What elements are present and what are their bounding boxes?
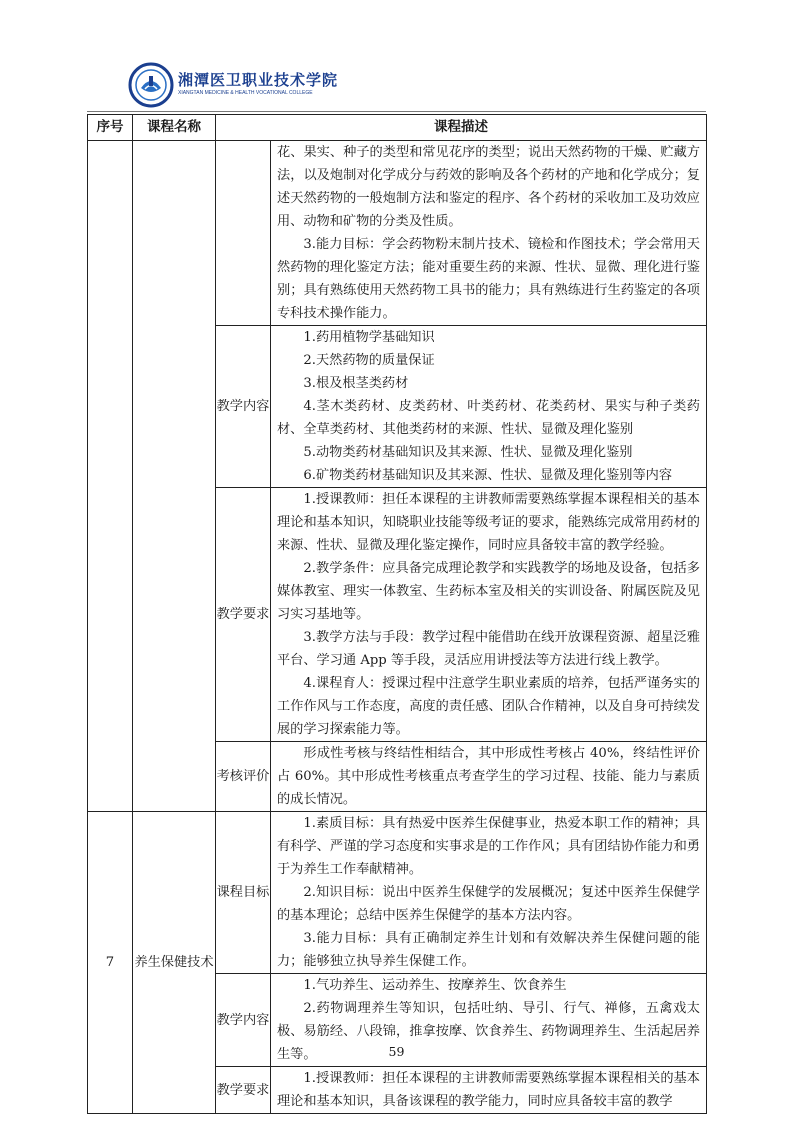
content-item: 4.茎木类药材、皮类药材、叶类药材、花类药材、果实与种子类药材、全草类药材、其他类药材的来源、性状、显微及理化鉴别 [277, 399, 700, 437]
row-label-assessment: 考核评价 [216, 742, 271, 812]
page-number: 59 [388, 1044, 405, 1059]
course-goals-cell [271, 141, 707, 326]
table-header-row [88, 115, 707, 141]
teaching-requirements-cell [271, 488, 707, 742]
col-header-course-name: 课程名称 [133, 115, 216, 141]
table-row [88, 141, 707, 326]
goals-paragraph: 花、果实、种子的类型和常见花序的类型；说出天然药物的干燥、贮藏方法，以及炮制对化学成分与药效的影响及各个药材的产地和化学成分；复述天然药物的一般炮制方法和鉴定的程序、各个药材的采收加工及功效应用、动物和矿物的分类及性质。 [277, 145, 700, 229]
row-label-course-goals: 课程目标 [216, 812, 271, 974]
row-label-teaching-requirements: 教学要求 [216, 488, 271, 742]
college-header [128, 62, 428, 108]
teaching-content-cell [271, 326, 707, 488]
requirement-item: 2.教学条件：应具备完成理论教学和实践教学的场地及设备，包括多媒体教室、理实一体教室、生药标本室及相关的实训设备、附属医院及见习实习基地等。 [277, 561, 700, 622]
content-item: 6.矿物类药材基础知识及其来源、性状、显微及理化鉴别等内容 [303, 468, 673, 483]
course-name-cell: 养生保健技术 [133, 812, 216, 1114]
col-header-number: 序号 [88, 115, 133, 141]
row-label-teaching-requirements: 教学要求 [216, 1067, 271, 1114]
assessment-cell [271, 742, 707, 812]
content-item: 1.气功养生、运动养生、按摩养生、饮食养生 [303, 978, 567, 993]
content-item: 3.根及根茎类药材 [303, 376, 409, 391]
table-row [88, 812, 707, 974]
college-name-en: XIANGTAN MEDICINE & HEALTH VOCATIONAL COLLEGE [178, 90, 313, 96]
content-item: 2.天然药物的质量保证 [303, 353, 435, 368]
col-header-description: 课程描述 [216, 115, 707, 141]
course-name-cell [133, 141, 216, 812]
row-label-teaching-content: 教学内容 [216, 974, 271, 1067]
requirement-item: 3.教学方法与手段：教学过程中能借助在线开放课程资源、超星泛雅平台、学习通 App 等手段，灵活应用讲授法等方法进行线上教学。 [277, 630, 700, 668]
content-item: 5.动物类药材基础知识及其来源、性状、显微及理化鉴别 [303, 445, 633, 460]
content-item: 1.药用植物学基础知识 [303, 330, 435, 345]
row-label-cell [216, 141, 271, 326]
course-table [87, 114, 707, 1114]
goals-paragraph: 3.能力目标：学会药物粉末制片技术、镜检和作图技术；学会常用天然药物的理化鉴定方法；能对重要生药的来源、性状、显微、理化进行鉴别；具有熟练使用天然药物工具书的能力；具有熟练进行生药鉴定的各项专科技术操作能力。 [277, 237, 700, 321]
requirement-item: 1.授课教师：担任本课程的主讲教师需要熟练掌握本课程相关的基本理论和基本知识，具备该课程的教学能力，同时应具备较丰富的教学 [277, 1071, 700, 1109]
header-rule [87, 111, 706, 112]
requirement-item: 1.授课教师：担任本课程的主讲教师需要熟练掌握本课程相关的基本理论和基本知识，知晓职业技能等级考证的要求，能熟练完成常用药材的来源、性状、显微及理化鉴定操作，同时应具备较丰富的教学经验。 [277, 492, 700, 553]
assessment-text: 形成性考核与终结性相结合，其中形成性考核占 40%，终结性评价占 60%。其中形成性考核重点考查学生的学习过程、技能、能力与素质的成长情况。 [277, 746, 700, 807]
college-logo-icon [128, 62, 174, 108]
course-goals-cell [271, 812, 707, 974]
row-label-teaching-content: 教学内容 [216, 326, 271, 488]
goals-paragraph: 3.能力目标：具有正确制定养生计划和有效解决养生保健问题的能力；能够独立执导养生保健工作。 [277, 931, 700, 969]
content-item: 2.药物调理养生等知识，包括吐纳、导引、行气、禅修，五禽戏太极、易筋经、八段锦，推拿按摩、饮食养生、药物调理养生、生活起居养生等。 [277, 1001, 700, 1062]
college-name-cn: 湘潭医卫职业技术学院 [178, 71, 339, 89]
goals-paragraph: 2.知识目标：说出中医养生保健学的发展概况；复述中医养生保健学的基本理论；总结中医养生保健学的基本方法内容。 [277, 885, 700, 923]
course-number-cell: 7 [88, 812, 133, 1114]
teaching-requirements-cell [271, 1067, 707, 1114]
course-number-cell [88, 141, 133, 812]
goals-paragraph: 1.素质目标：具有热爱中医养生保健事业，热爱本职工作的精神；具有科学、严谨的学习态度和实事求是的工作作风；具有团结协作能力和勇于为养生工作奉献精神。 [277, 816, 700, 877]
requirement-item: 4.课程育人：授课过程中注意学生职业素质的培养，包括严谨务实的工作作风与工作态度，高度的责任感、团队合作精神，以及自身可持续发展的学习探索能力等。 [277, 676, 700, 737]
